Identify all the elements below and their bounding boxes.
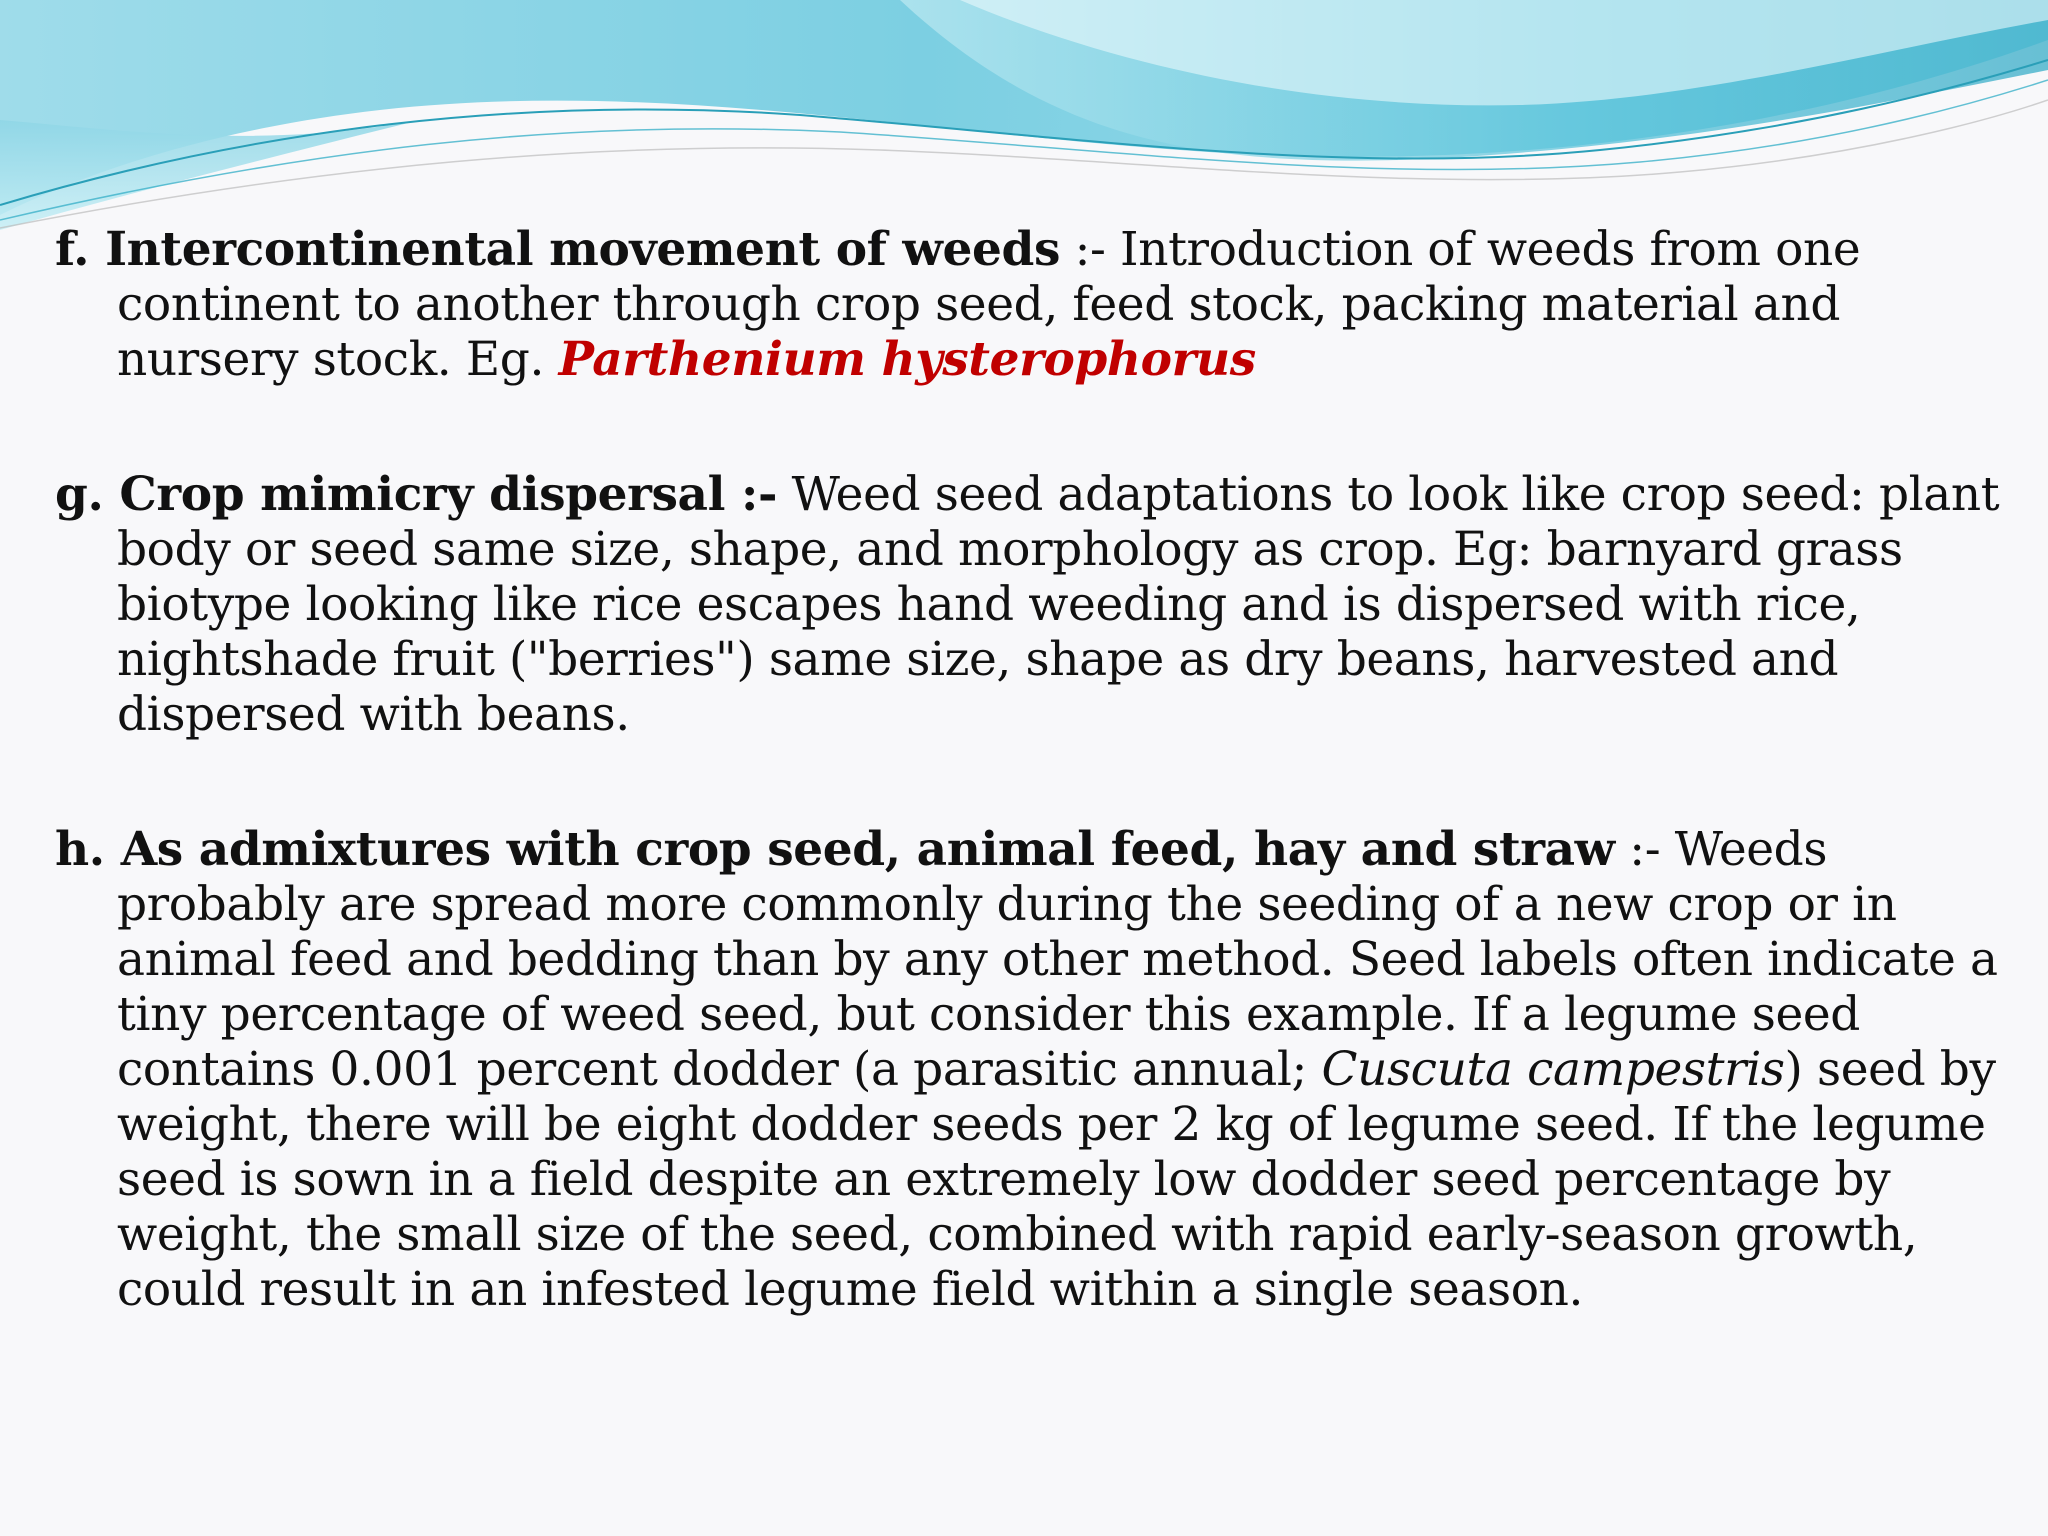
paragraph-h-text-1: Weeds probably are spread more commonly during the seeding of a new crop or in animal feed and bedding than by any other method. Seed labels often indicate a tiny percentage of weed seed, but consider this example. If a legume seed contains 0.001 percent dodder (a parasitic annual;: [117, 822, 1998, 1097]
paragraph-h: [55, 822, 2005, 1317]
paragraph-h-heading: h. As admixtures with crop seed, animal feed, hay and straw: [55, 822, 1615, 877]
paragraph-g-text: Weed seed adaptations to look like crop seed: plant body or seed same size, shape, and morphology as crop. Eg: barnyard grass biotype looking like rice escapes hand weeding and is dispersed with rice, nightshade fruit ("berries") same size, shape as dry beans, harvested and dispersed with beans.: [117, 467, 2000, 742]
paragraph-h-species: Cuscuta campestris: [1321, 1042, 1785, 1097]
paragraph-g-heading: g. Crop mimicry dispersal :-: [55, 467, 778, 522]
paragraph-h-separator: :-: [1614, 822, 1675, 877]
wave-band-left: [0, 120, 420, 230]
paragraph-f-text: Introduction of weeds from one continent to another through crop seed, feed stock, packing material and nursery stock. Eg.: [117, 222, 1861, 387]
paragraph-f-species: Parthenium hysterophorus: [558, 332, 1256, 387]
paragraph-h-text-2: ) seed by weight, there will be eight dodder seeds per 2 kg of legume seed. If the legume seed is sown in a field despite an extremely low dodder seed percentage by weight, the small size of the seed, combined with rapid early-season growth, could result in an infested legume field within a single season.: [117, 1042, 1996, 1317]
paragraph-f: [55, 222, 2005, 387]
paragraph-g: [55, 467, 2005, 742]
paragraph-f-heading: f. Intercontinental movement of weeds: [55, 222, 1061, 277]
wave-header-decoration: [0, 0, 2048, 240]
slide-body: [55, 222, 2005, 1317]
paragraph-f-separator: :-: [1060, 222, 1121, 277]
